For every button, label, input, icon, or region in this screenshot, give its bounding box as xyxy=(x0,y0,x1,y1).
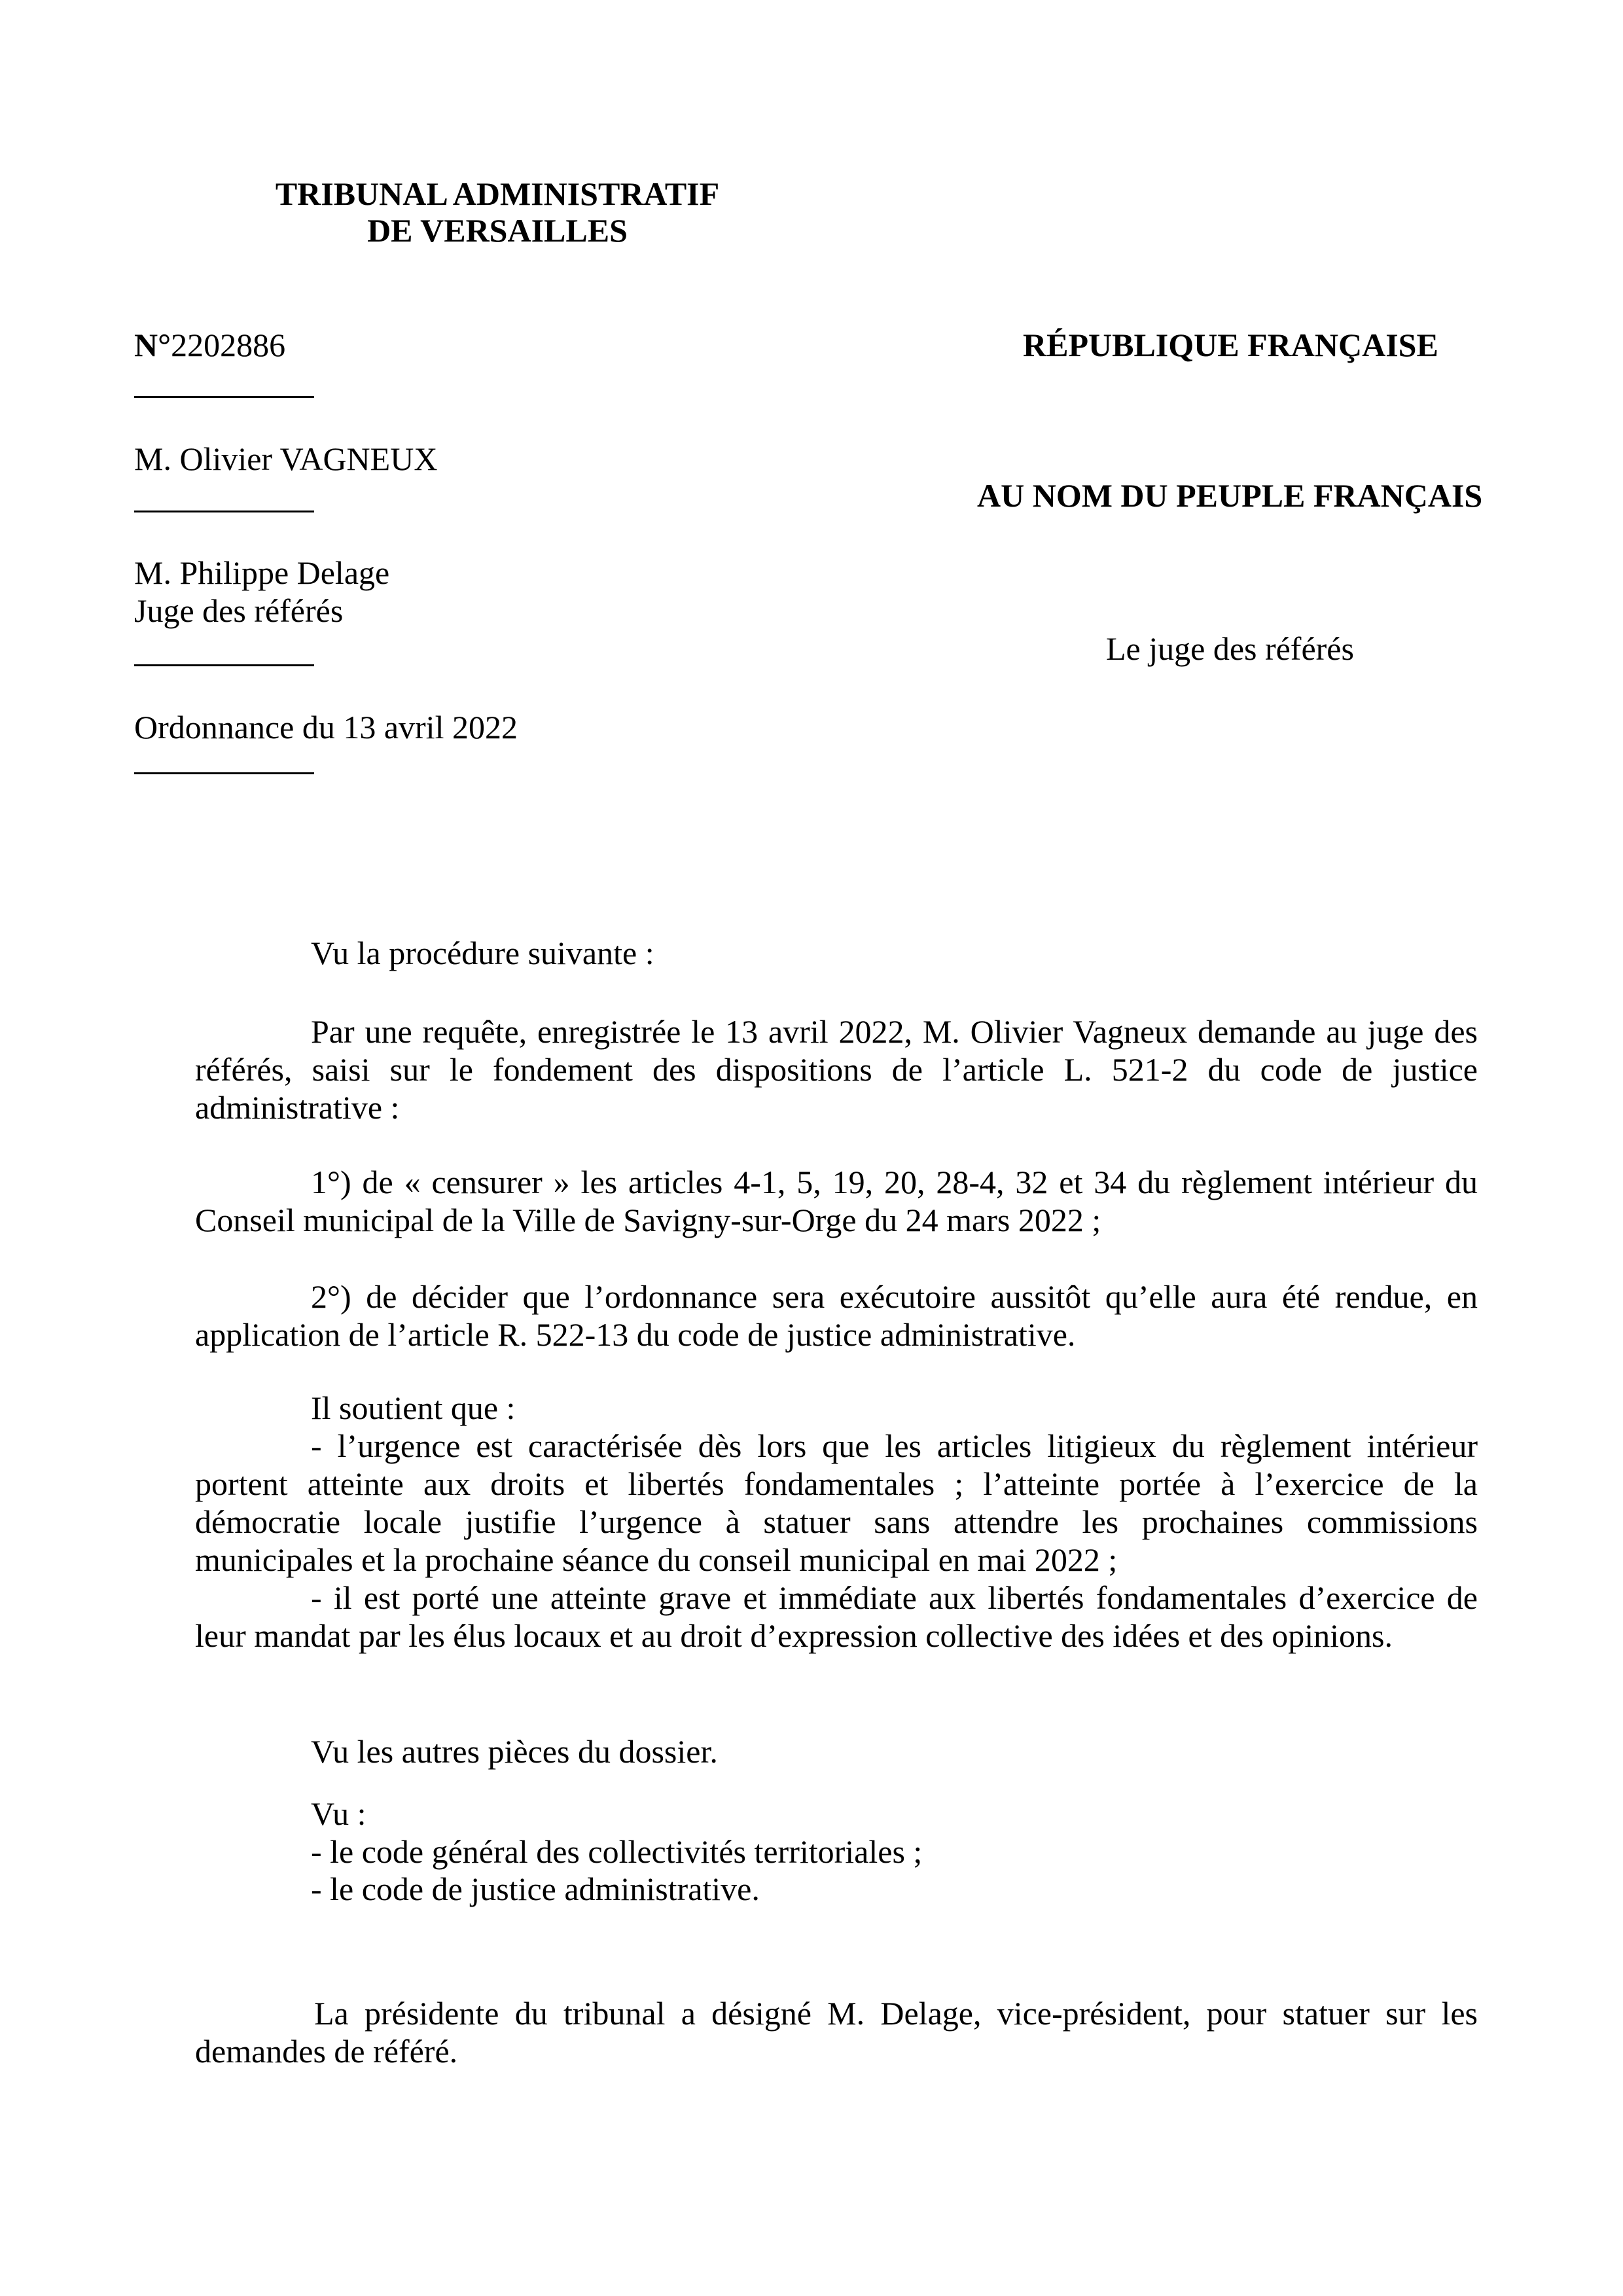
case-number-value: 2202886 xyxy=(171,327,286,363)
claim-2-text: 2°) de décider que l’ordonnance sera exécutoire aussitôt qu’elle aura été rendue, en application de l’article R. 522-13 du code de justice administrative. xyxy=(195,1278,1478,1353)
case-number xyxy=(134,326,285,364)
case-number-prefix: N° xyxy=(134,327,171,363)
court-name xyxy=(249,175,746,249)
designation-text: La présidente du tribunal a désigné M. Delage, vice-président, pour statuer sur les demandes de référé. xyxy=(195,1995,1478,2070)
vu-heading: Vu : xyxy=(311,1795,366,1832)
people-heading: AU NOM DU PEUPLE FRANÇAIS xyxy=(977,477,1483,514)
vu-item: - le code de justice administrative. xyxy=(311,1871,760,1907)
argument-2-text: - il est porté une atteinte grave et immédiate aux libertés fondamentales d’exercice de leur mandat par les élus locaux et au droit d’expression collective des idées et des opinions. xyxy=(195,1579,1478,1654)
claimant-name: M. Olivier VAGNEUX xyxy=(134,440,438,477)
argument-1-paragraph xyxy=(195,1427,1478,1579)
claim-2-paragraph xyxy=(195,1278,1478,1354)
divider xyxy=(134,511,314,512)
republic-heading: RÉPUBLIQUE FRANÇAISE xyxy=(1023,327,1438,363)
divider xyxy=(134,772,314,774)
claim-1-paragraph xyxy=(195,1163,1478,1239)
procedure-heading: Vu la procédure suivante : xyxy=(311,935,654,971)
judge-role: Juge des référés xyxy=(134,592,344,629)
vu-item: - le code général des collectivités territoriales ; xyxy=(311,1833,923,1870)
argument-2-paragraph xyxy=(195,1579,1478,1655)
argument-1-text: - l’urgence est caractérisée dès lors que les articles litigieux du règlement intérieur portent atteinte aux droits et libertés fondamentales ; l’atteinte portée à l’exercice de la démocratie locale justifie l’urgence à statuer sans attendre les prochaines commissions municipales et la prochaine séance du conseil municipal en mai 2022 ; xyxy=(195,1427,1478,1578)
judge-heading: Le juge des référés xyxy=(1106,630,1354,667)
court-name-line2: DE VERSAILLES xyxy=(367,212,628,249)
court-name-line1: TRIBUNAL ADMINISTRATIF xyxy=(275,175,720,212)
other-docs-line: Vu les autres pièces du dossier. xyxy=(311,1733,718,1770)
designation-paragraph xyxy=(195,1994,1478,2070)
request-text: Par une requête, enregistrée le 13 avril 2022, M. Olivier Vagneux demande au juge des référés, saisi sur le fondement des dispositions de l’article L. 521-2 du code de justice administrative : xyxy=(195,1013,1478,1126)
judge-name: M. Philippe Delage xyxy=(134,554,390,591)
divider xyxy=(134,664,314,666)
request-paragraph xyxy=(195,1013,1478,1126)
claim-1-text: 1°) de « censurer » les articles 4-1, 5, 19, 20, 28-4, 32 et 34 du règlement intérieur du Conseil municipal de la Ville de Savigny-sur-Orge du 24 mars 2022 ; xyxy=(195,1164,1478,1238)
argues-heading: Il soutient que : xyxy=(311,1390,516,1426)
order-date: Ordonnance du 13 avril 2022 xyxy=(134,709,518,745)
divider xyxy=(134,396,314,398)
